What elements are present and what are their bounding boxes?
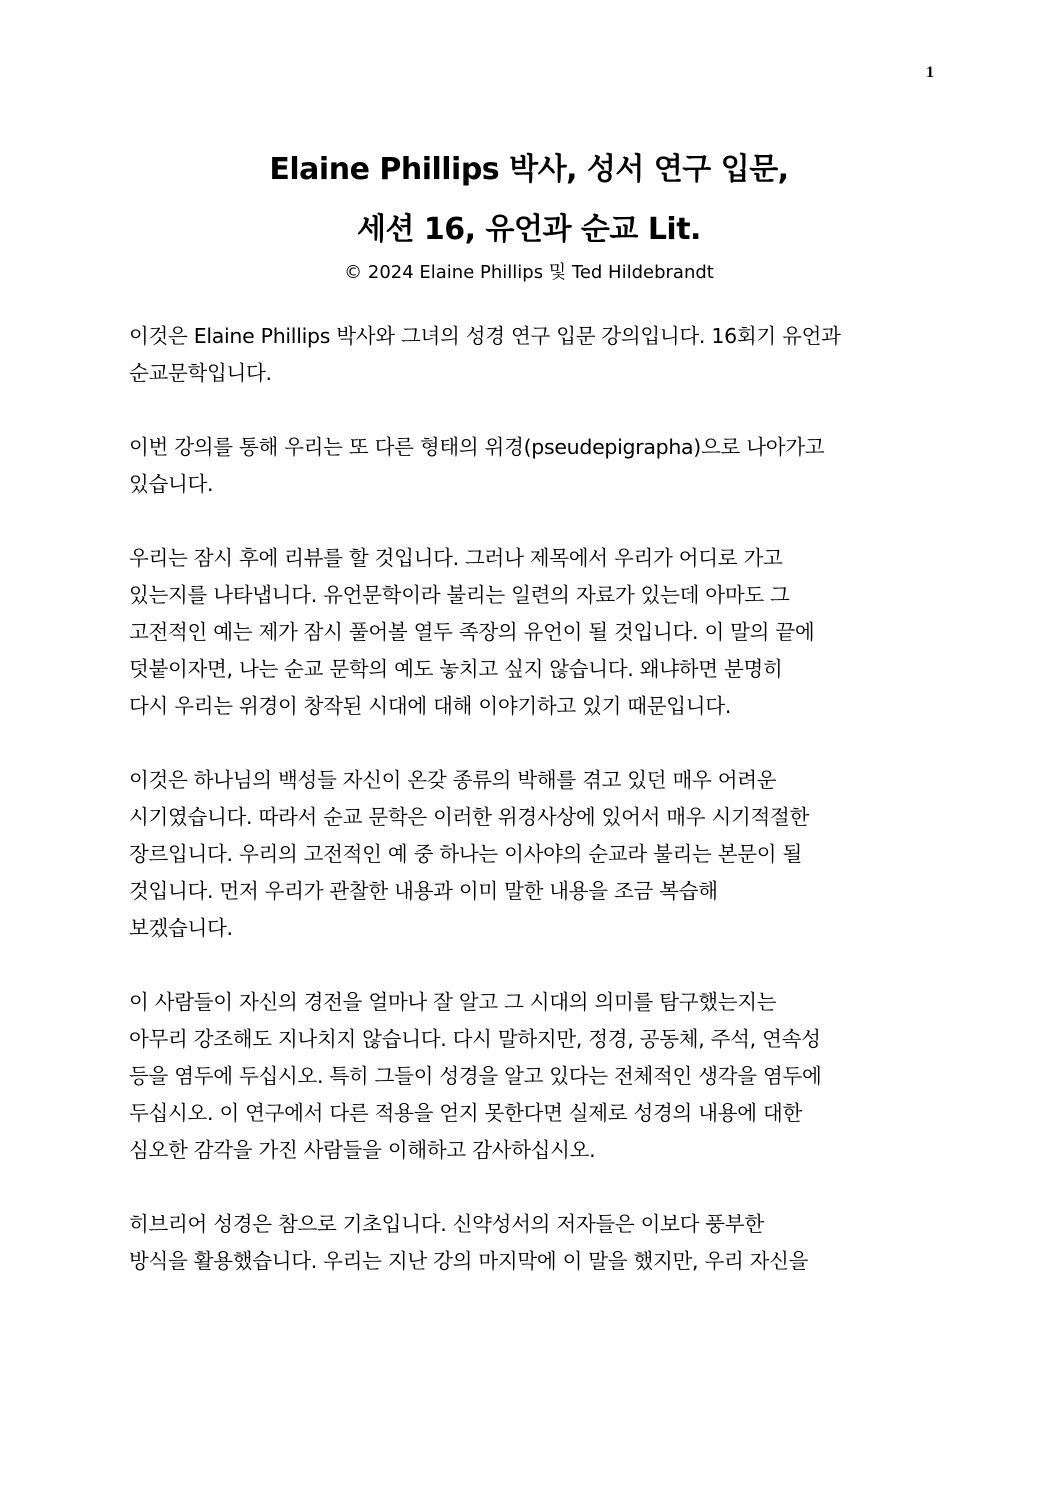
title-line-2: 세션 16, 유언과 순교 Lit. [357, 212, 701, 247]
title-line-1: Elaine Phillips 박사, 성서 연구 입문, [269, 152, 789, 187]
paragraph [129, 318, 929, 392]
paragraph-line: 두십시오. 이 연구에서 다른 적용을 얻지 못한다면 실제로 성경의 내용에 대한 [129, 1101, 802, 1125]
paragraph-line: 것입니다. 먼저 우리가 관찰한 내용과 이미 말한 내용을 조금 복습해 [129, 879, 718, 903]
page-number: 1 [926, 64, 934, 81]
paragraph-line: 이것은 Elaine Phillips 박사와 그녀의 성경 연구 입문 강의입니다. 16회기 유언과 [129, 324, 841, 348]
paragraph-line: 있는지를 나타냅니다. 유언문학이라 불리는 일련의 자료가 있는데 아마도 그 [129, 583, 790, 607]
paragraph-line: 고전적인 예는 제가 잠시 풀어볼 열두 족장의 유언이 될 것입니다. 이 말의 끝에 [129, 620, 815, 644]
paragraph [129, 429, 929, 503]
paragraph-line: 덧붙이자면, 나는 순교 문학의 예도 놓치고 싶지 않습니다. 왜냐하면 분명히 [129, 657, 783, 681]
paragraph-line: 있습니다. [129, 472, 214, 496]
paragraph [129, 984, 929, 1169]
paragraph-line: 히브리어 성경은 참으로 기초입니다. 신약성서의 저자들은 이보다 풍부한 [129, 1212, 764, 1236]
paragraph-line: 이것은 하나님의 백성들 자신이 온갖 종류의 박해를 겪고 있던 매우 어려운 [129, 768, 777, 792]
paragraph-line: 장르입니다. 우리의 고전적인 예 중 하나는 이사야의 순교라 불리는 본문이 될 [129, 842, 802, 866]
paragraph-line: 순교문학입니다. [129, 361, 272, 385]
document-title [0, 140, 1058, 260]
paragraph [129, 1206, 929, 1280]
paragraph-line: 보겠습니다. [129, 916, 233, 940]
paragraph-line: 다시 우리는 위경이 창작된 시대에 대해 이야기하고 있기 때문입니다. [129, 694, 732, 718]
paragraph [129, 540, 929, 725]
paragraph-line: 아무리 강조해도 지나치지 않습니다. 다시 말하지만, 정경, 공동체, 주석, 연속성 [129, 1027, 821, 1051]
copyright-notice: © 2024 Elaine Phillips 및 Ted Hildebrandt [344, 262, 714, 283]
paragraph [129, 762, 929, 947]
paragraph-line: 우리는 잠시 후에 리뷰를 할 것입니다. 그러나 제목에서 우리가 어디로 가고 [129, 546, 783, 570]
paragraph-line: 방식을 활용했습니다. 우리는 지난 강의 마지막에 이 말을 했지만, 우리 자신을 [129, 1249, 809, 1273]
document-body [129, 318, 929, 1317]
paragraph-line: 심오한 감각을 가진 사람들을 이해하고 감사하십시오. [129, 1138, 596, 1162]
paragraph-line: 이번 강의를 통해 우리는 또 다른 형태의 위경(pseudepigrapha)으로 나아가고 [129, 435, 825, 459]
paragraph-line: 시기였습니다. 따라서 순교 문학은 이러한 위경사상에 있어서 매우 시기적절한 [129, 805, 810, 829]
paragraph-line: 이 사람들이 자신의 경전을 얼마나 잘 알고 그 시대의 의미를 탐구했는지는 [129, 990, 777, 1014]
paragraph-line: 등을 염두에 두십시오. 특히 그들이 성경을 알고 있다는 전체적인 생각을 염두에 [129, 1064, 822, 1088]
